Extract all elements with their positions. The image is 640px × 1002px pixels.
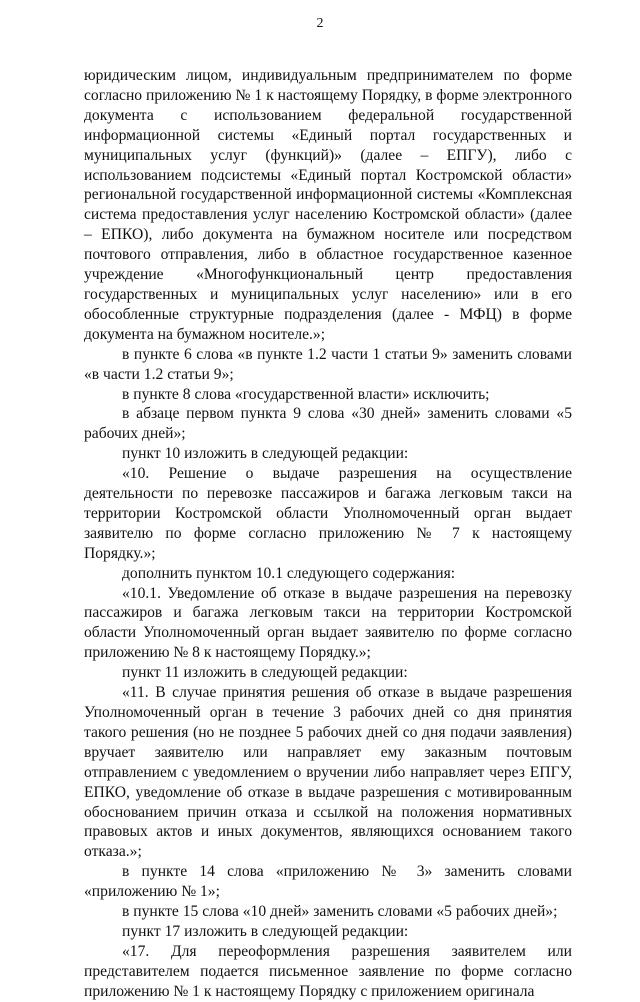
paragraph: юридическим лицом, индивидуальным предпринимателем по форме согласно приложению № 1 к настоящему Порядку, в форме электронного документа с использованием федеральной государственной информационной системы «Единый портал государственных и муниципальных услуг (функций)» (далее – ЕПГУ), либо с использованием подсистемы «Единый портал Костромской области» региональной государственной информационной системы «Комплексная система предоставления услуг населению Костромской области» (далее – ЕПКО), либо документа на бумажном носителе или посредством почтового отправления, либо в областное государственное казенное учреждение «Многофункциональный центр предоставления государственных и муниципальных услуг населению» или в его обособленные структурные подразделения (далее - МФЦ) в форме документа на бумажном носителе.»; — [84, 67, 572, 343]
paragraph: «10.1. Уведомление об отказе в выдаче разрешения на перевозку пассажиров и багажа легковым такси на территории Костромской области Уполномоченный орган выдает заявителю по форме согласно приложению № 8 к настоящему Порядку.»; — [84, 584, 572, 662]
paragraph: пункт 11 изложить в следующей редакции: — [122, 664, 408, 682]
paragraph: «10. Решение о выдаче разрешения на осуществление деятельности по перевозке пассажиров и багажа легковым такси на территории Костромской области Уполномоченный орган выдает заявителю по форме согласно приложению № 7 к настоящему Порядку.»; — [84, 465, 572, 562]
paragraph: в пункте 6 слова «в пункте 1.2 части 1 статьи 9» заменить словами «в части 1.2 статьи 9»; — [84, 345, 572, 383]
paragraph: в пункте 8 слова «государственной власти» исключить; — [122, 385, 490, 403]
paragraph: «11. В случае принятия решения об отказе в выдаче разрешения Уполномоченный орган в течение 3 рабочих дней со дня принятия такого решения (но не позднее 5 рабочих дней со дня подачи заявления) вручает заявителю или направляет ему заказным почтовым отправлением с уведомлением о вручении либо направляет через ЕПГУ, ЕПКО, уведомление об отказе в выдаче разрешения с мотивированным обоснованием причин отказа и ссылкой на положения нормативных правовых актов и иных документов, являющихся основанием такого отказа.»; — [84, 684, 572, 861]
paragraph: пункт 10 изложить в следующей редакции: — [122, 445, 409, 463]
paragraph: в пункте 15 слова «10 дней» заменить словами «5 рабочих дней»; — [122, 903, 558, 921]
paragraph: пункт 17 изложить в следующей редакции: — [122, 922, 409, 940]
paragraph: дополнить пунктом 10.1 следующего содержания: — [122, 564, 456, 582]
document-body — [84, 66, 572, 1002]
paragraph: в абзаце первом пункта 9 слова «30 дней» заменить словами «5 рабочих дней»; — [84, 405, 572, 443]
page-number: 2 — [316, 16, 324, 31]
paragraph: в пункте 14 слова «приложению № 3» заменить словами «приложению № 1»; — [84, 863, 572, 901]
paragraph: «17. Для переоформления разрешения заявителем или представителем подается письменное заявление по форме согласно приложению № 1 к настоящему Порядку с приложением оригинала — [84, 942, 572, 1000]
